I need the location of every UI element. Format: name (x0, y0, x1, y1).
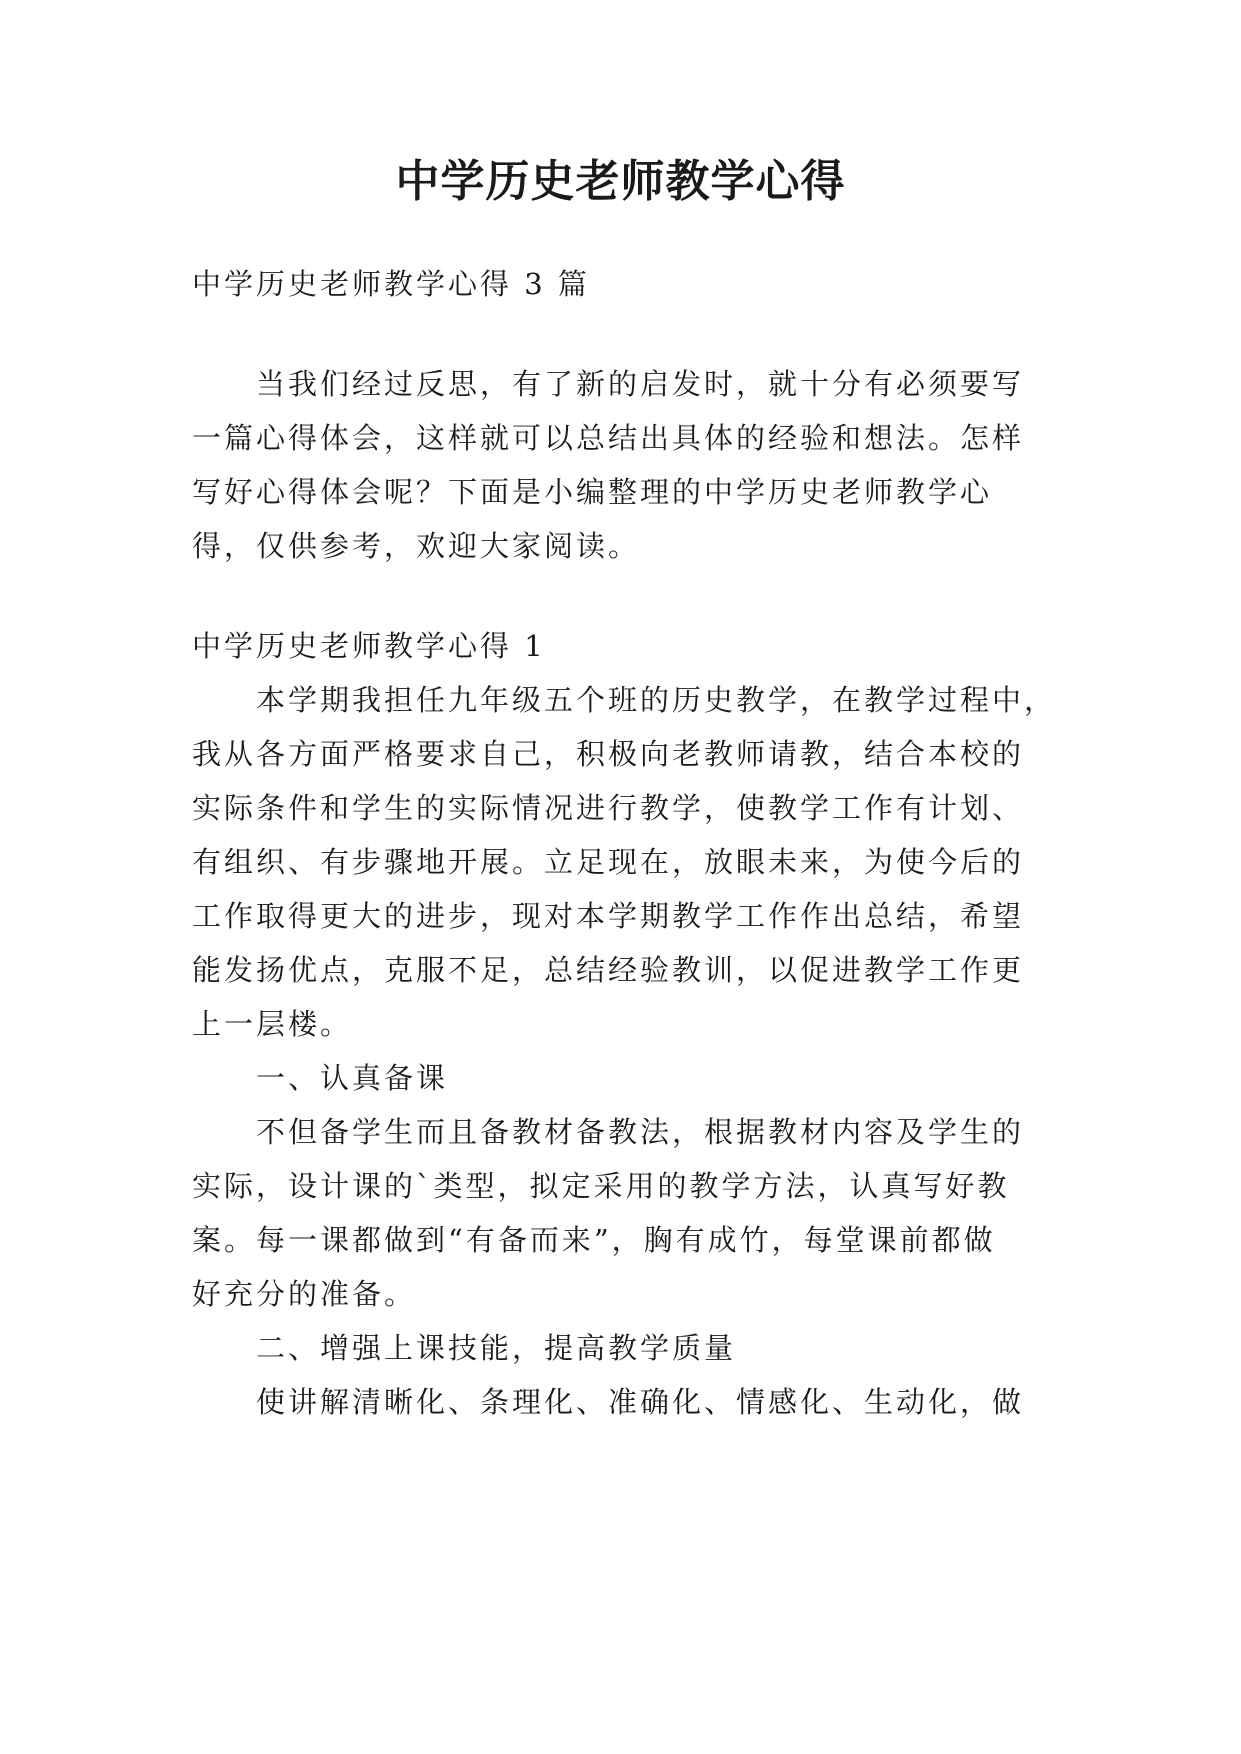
point-heading: 二、增强上课技能，提高教学质量 (256, 1331, 737, 1365)
paragraph-line: 本学期我担任九年级五个班的历史教学，在教学过程中， (256, 683, 1057, 717)
intro-line: 一篇心得体会，这样就可以总结出具体的经验和想法。怎样 (192, 421, 1025, 455)
section-heading: 中学历史老师教学心得 1 (192, 629, 546, 663)
paragraph-line: 实际条件和学生的实际情况进行教学，使教学工作有计划、 (192, 791, 1025, 825)
intro-line: 得，仅供参考，欢迎大家阅读。 (192, 529, 641, 563)
paragraph-line: 工作取得更大的进步，现对本学期教学工作作出总结，希望 (192, 899, 1025, 933)
paragraph-line: 好充分的准备。 (192, 1277, 417, 1311)
paragraph-line: 上一层楼。 (192, 1007, 353, 1041)
document-subtitle: 中学历史老师教学心得 3 篇 (192, 267, 590, 301)
paragraph-line: 我从各方面严格要求自己，积极向老教师请教，结合本校的 (192, 737, 1025, 771)
paragraph-line: 能发扬优点，克服不足，总结经验教训，以促进教学工作更 (192, 953, 1025, 987)
paragraph-line: 案。每一课都做到“有备而来”，胸有成竹，每堂课前都做 (192, 1223, 996, 1257)
paragraph-line: 使讲解清晰化、条理化、准确化、情感化、生动化，做 (256, 1385, 1025, 1419)
intro-line: 当我们经过反思，有了新的启发时，就十分有必须要写 (256, 367, 1025, 401)
intro-line: 写好心得体会呢？下面是小编整理的中学历史老师教学心 (192, 475, 993, 509)
paragraph-line: 不但备学生而且备教材备教法，根据教材内容及学生的 (256, 1115, 1025, 1149)
paragraph-line: 有组织、有步骤地开展。立足现在，放眼未来，为使今后的 (192, 845, 1025, 879)
point-heading: 一、认真备课 (256, 1061, 449, 1095)
paragraph-line: 实际，设计课的`类型，拟定采用的教学方法，认真写好教 (192, 1169, 1010, 1203)
document-title: 中学历史老师教学心得 (395, 156, 846, 207)
